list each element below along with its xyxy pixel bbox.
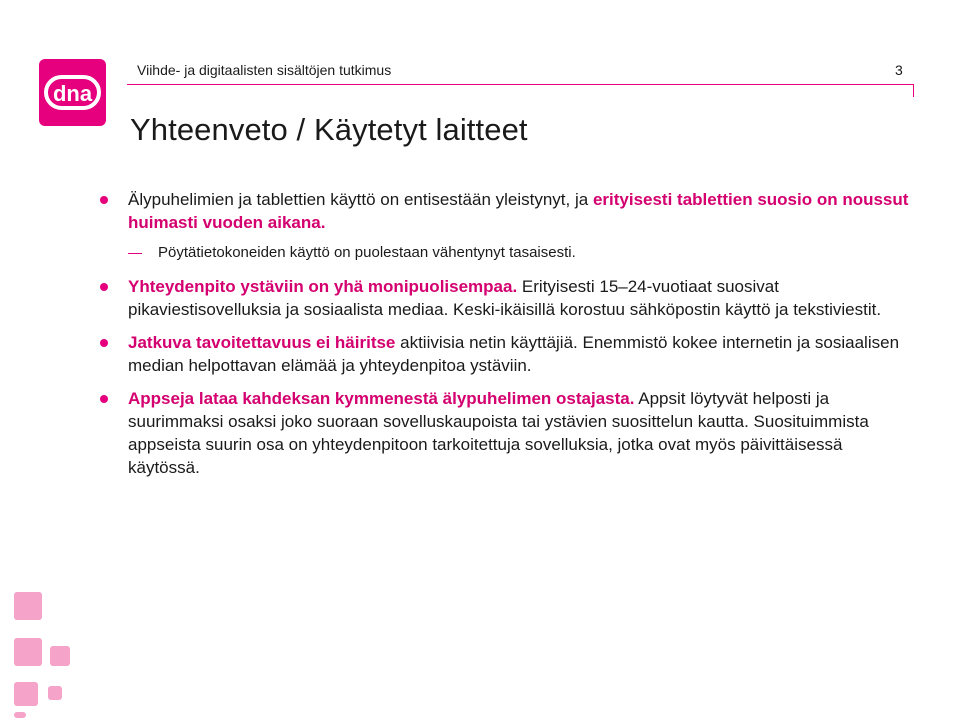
sub-bullet-text: Pöytätietokoneiden käyttö on puolestaan vähentynyt tasaisesti. <box>158 244 576 261</box>
deco-square <box>14 592 42 620</box>
bullet-dot-icon <box>100 283 108 291</box>
page-number: 3 <box>895 62 903 78</box>
bullet-highlight: Yhteydenpito ystäviin on yhä monipuolisempaa. <box>128 277 518 296</box>
bullet-text: Appsit löytyvät helposti ja suurimmaksi osaksi joko suoraan sovelluskaupoista tai ystävien suosittelun kautta. Suosituimmista appseista suurin osa on yhteydenpitoon tarkoitettuja sovelluksia, jotka ovat myös päivittäisessä käytössä. <box>128 389 869 477</box>
bullet-item-apps <box>100 387 910 479</box>
bullet-text: Erityisesti 15–24-vuotiaat suosivat pikaviestisovelluksia ja sosiaalista mediaa. Keski-ikäisillä korostuu sähköpostin käyttö ja tekstiviestit. <box>128 277 882 319</box>
bullet-item-reachability <box>100 331 910 377</box>
logo-text: dna <box>52 81 93 106</box>
bullet-text: aktiivisia netin käyttäjiä. Enemmistö kokee internetin ja sosiaalisen median helpottavan elämää ja yhteydenpitoa ystäviin. <box>128 333 900 375</box>
bullet-dot-icon <box>100 196 108 204</box>
bullet-highlight: erityisesti tablettien suosio on noussut huimasti vuoden aikana. <box>128 190 909 232</box>
dna-logo <box>39 59 106 126</box>
bullet-dot-icon <box>100 395 108 403</box>
bullet-highlight: Appseja lataa kahdeksan kymmenestä älypuhelimen ostajasta. <box>128 389 635 408</box>
deco-square <box>48 686 62 700</box>
header-text: Viihde- ja digitaalisten sisältöjen tutkimus <box>137 62 392 78</box>
page-title: Yhteenveto / Käytetyt laitteet <box>130 112 528 147</box>
dash-icon <box>128 253 142 254</box>
deco-square <box>14 638 42 666</box>
deco-square <box>14 712 26 718</box>
bullet-item-tablets <box>100 188 910 234</box>
bullet-dot-icon <box>100 339 108 347</box>
deco-square <box>14 682 38 706</box>
header-divider-tick <box>913 84 914 97</box>
bullet-item-communication <box>100 275 910 321</box>
sub-bullet-desktop <box>100 242 910 264</box>
header-divider <box>127 84 914 85</box>
bullet-text: Älypuhelimien ja tablettien käyttö on entisestään yleistynyt, ja <box>128 190 593 209</box>
bullet-highlight: Jatkuva tavoitettavuus ei häiritse <box>128 333 396 352</box>
bullet-list <box>100 188 910 489</box>
deco-square <box>50 646 70 666</box>
